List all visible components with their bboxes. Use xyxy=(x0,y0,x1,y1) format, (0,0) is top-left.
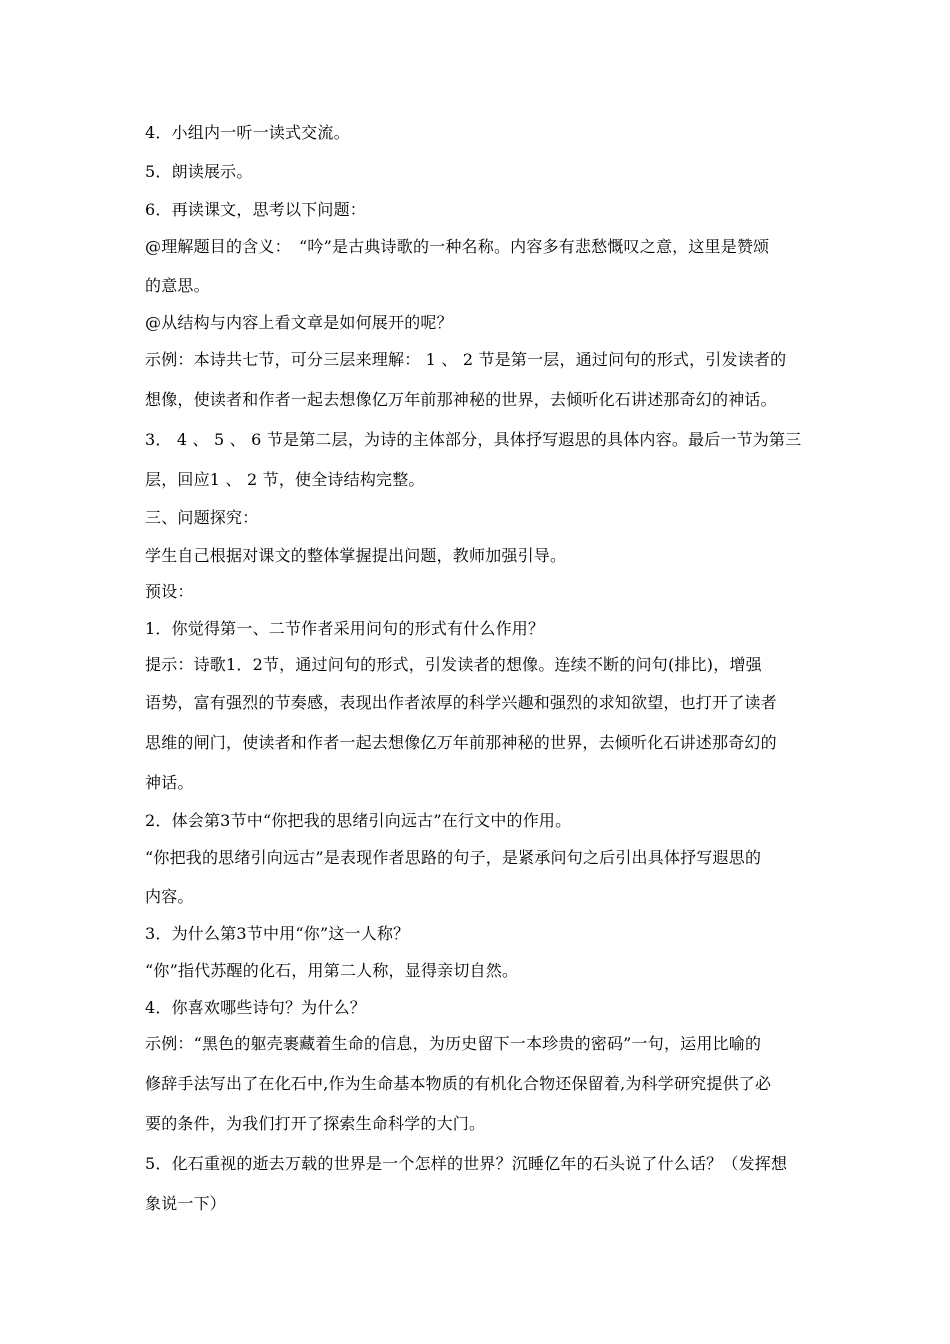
section-heading: 三、问题探究： xyxy=(145,508,259,527)
text-line: 3．为什么第3节中用“你”这一人称？ xyxy=(145,924,410,943)
text-line: 层，回应1 、 2 节，使全诗结构完整。 xyxy=(145,470,425,489)
text-line: 5．朗读展示。 xyxy=(145,162,253,181)
text-line: 想像，使读者和作者一起去想像亿万年前那神秘的世界，去倾听化石讲述那奇幻的神话。 xyxy=(145,390,777,409)
text-line: 示例：本诗共七节，可分三层来理解： 1 、 2 节是第一层，通过问句的形式，引发读者的 xyxy=(145,350,787,369)
text-line: 示例：“黑色的躯壳裹藏着生命的信息，为历史留下一本珍贵的密码”一句，运用比喻的 xyxy=(145,1034,762,1053)
text-line: 1．你觉得第一、二节作者采用问句的形式有什么作用？ xyxy=(145,619,545,638)
text-line: 学生自己根据对课文的整体掌握提出问题，教师加强引导。 xyxy=(145,546,567,565)
text-line: 的意思。 xyxy=(145,276,210,295)
text-line: 6．再读课文，思考以下问题： xyxy=(145,200,366,219)
text-line: 5．化石重视的逝去万载的世界是一个怎样的世界？沉睡亿年的石头说了什么话？（发挥想 xyxy=(145,1154,788,1173)
text-line: 语势，富有强烈的节奏感，表现出作者浓厚的科学兴趣和强烈的求知欲望，也打开了读者 xyxy=(145,693,777,712)
text-line: 提示：诗歌1．2节，通过问句的形式，引发读者的想像。连续不断的问句(排比)，增强 xyxy=(145,655,762,674)
text-line: @理解题目的含义： “吟”是古典诗歌的一种名称。内容多有悲愁慨叹之意，这里是赞颂 xyxy=(145,237,770,256)
text-line: “你”指代苏醒的化石，用第二人称，显得亲切自然。 xyxy=(145,961,519,980)
text-line: 2．体会第3节中“你把我的思绪引向远古”在行文中的作用。 xyxy=(145,811,572,830)
text-line: 思维的闸门，使读者和作者一起去想像亿万年前那神秘的世界，去倾听化石讲述那奇幻的 xyxy=(145,733,777,752)
text-line: 3． 4 、 5 、 6 节是第二层，为诗的主体部分，具体抒写遐思的具体内容。最后一节为第三 xyxy=(145,430,802,449)
text-line: “你把我的思绪引向远古”是表现作者思路的句子，是紧承问句之后引出具体抒写遐思的 xyxy=(145,848,762,867)
text-line: 预设： xyxy=(145,582,194,601)
text-line: 4．小组内一听一读式交流。 xyxy=(145,123,350,142)
text-line: 4．你喜欢哪些诗句？为什么？ xyxy=(145,998,366,1017)
text-line: 象说一下） xyxy=(145,1194,227,1213)
text-line: 神话。 xyxy=(145,773,194,792)
text-line: 内容。 xyxy=(145,887,194,906)
text-line: @从结构与内容上看文章是如何展开的呢？ xyxy=(145,313,453,332)
text-line: 要的条件，为我们打开了探索生命科学的大门。 xyxy=(145,1114,486,1133)
text-line: 修辞手法写出了在化石中,作为生命基本物质的有机化合物还保留着,为科学研究提供了必 xyxy=(145,1074,772,1093)
